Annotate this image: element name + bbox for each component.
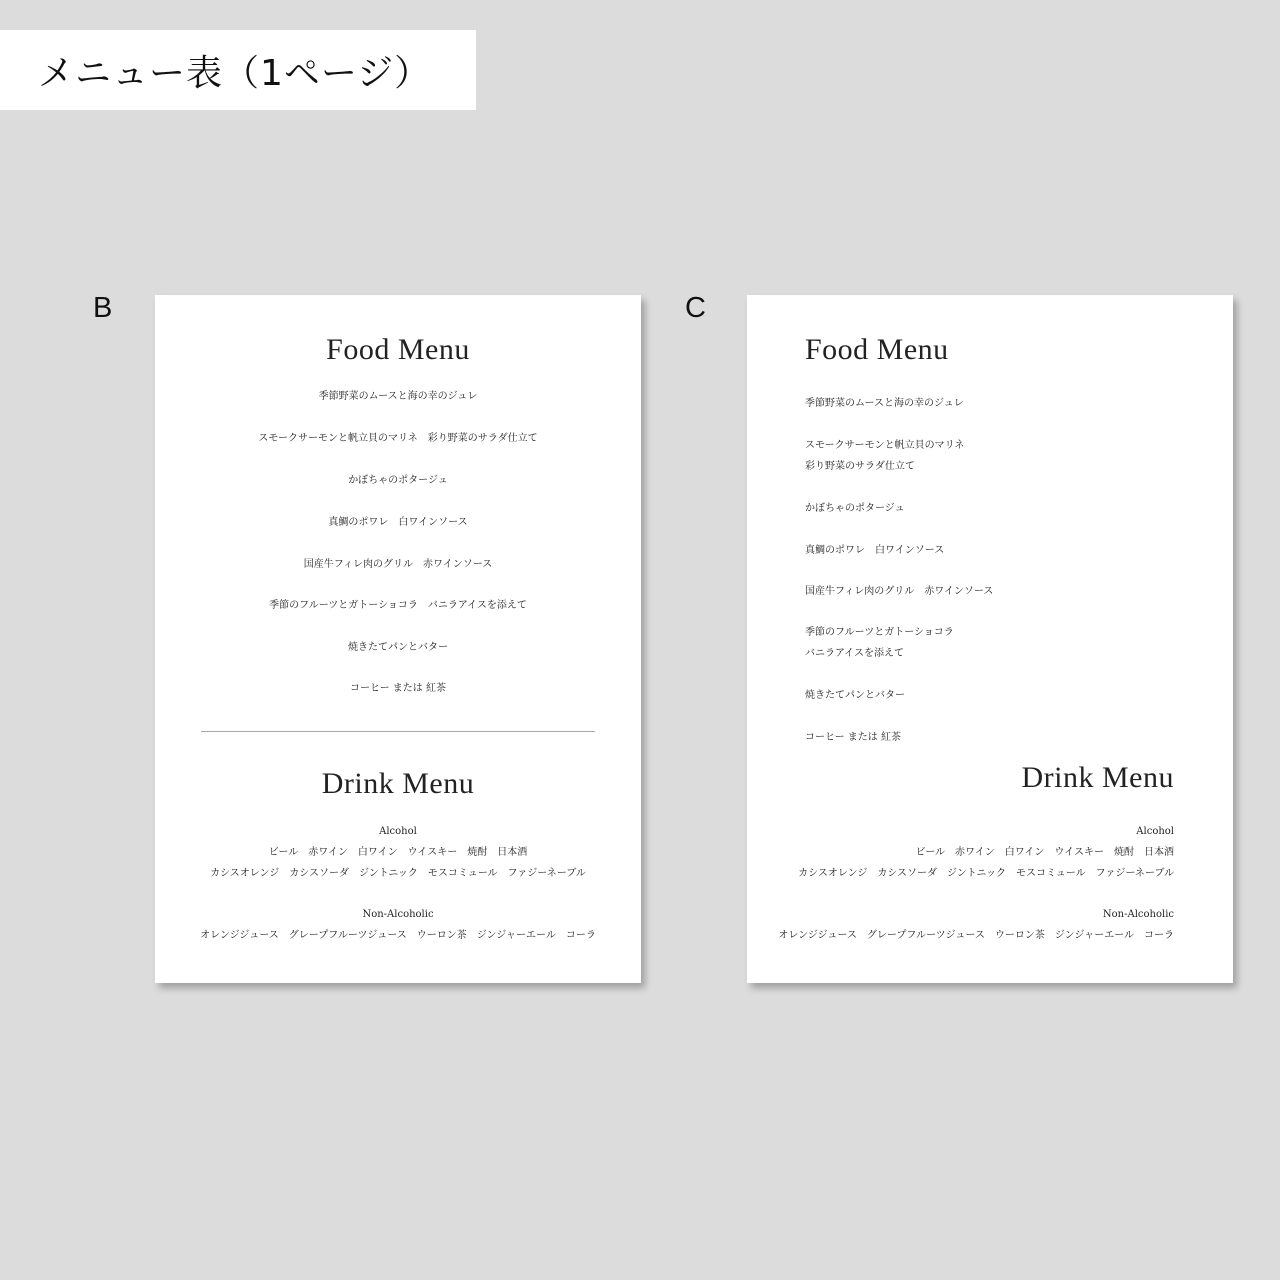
food-item: コーヒー または 紅茶 (350, 683, 446, 694)
food-item: 国産牛フィレ肉のグリル 赤ワインソース (805, 586, 994, 597)
non-alcoholic-row: オレンジジュース グレープフルーツジュース ウーロン茶 ジンジャーエール コーラ (200, 930, 596, 941)
non-alcoholic-label: Non-Alcoholic (1102, 909, 1174, 920)
alcohol-row: カシスオレンジ カシスソーダ ジントニック モスコミュール ファジーネーブル (798, 868, 1174, 879)
food-item: 国産牛フィレ肉のグリル 赤ワインソース (303, 559, 493, 570)
food-menu-heading: Food Menu (326, 333, 470, 366)
alcohol-label: Alcohol (1136, 826, 1174, 837)
alcohol-label: Alcohol (379, 826, 417, 837)
food-item: 季節のフルーツとガトーショコラ (805, 627, 954, 638)
food-item: スモークサーモンと帆立貝のマリネ 彩り野菜のサラダ仕立て (258, 433, 538, 444)
menu-card-c (747, 295, 1233, 983)
food-item: 真鯛のポワレ 白ワインソース (328, 517, 468, 528)
food-item: かぼちゃのポタージュ (348, 475, 448, 486)
alcohol-row: ビール 赤ワイン 白ワイン ウイスキー 焼酎 日本酒 (915, 847, 1174, 858)
food-item: コーヒー または 紅茶 (805, 732, 901, 743)
non-alcoholic-label: Non-Alcoholic (362, 909, 434, 920)
food-item: 真鯛のポワレ 白ワインソース (805, 545, 945, 556)
drink-menu-heading: Drink Menu (1021, 761, 1174, 794)
food-item: 季節のフルーツとガトーショコラ バニラアイスを添えて (269, 600, 527, 611)
page-title-banner (0, 30, 476, 110)
food-item: 季節野菜のムースと海の幸のジュレ (805, 398, 964, 409)
food-item: 焼きたてパンとバター (348, 642, 448, 653)
menu-card-b (155, 295, 641, 983)
drink-menu-heading: Drink Menu (321, 767, 475, 800)
food-item: 季節野菜のムースと海の幸のジュレ (318, 391, 478, 402)
alcohol-row: カシスオレンジ カシスソーダ ジントニック モスコミュール ファジーネーブル (210, 868, 586, 879)
non-alcoholic-row: オレンジジュース グレープフルーツジュース ウーロン茶 ジンジャーエール コーラ (778, 930, 1174, 941)
alcohol-row: ビール 赤ワイン 白ワイン ウイスキー 焼酎 日本酒 (268, 847, 528, 858)
variant-label-b: B (93, 292, 113, 324)
food-item: 焼きたてパンとバター (805, 690, 905, 701)
section-divider (201, 731, 595, 732)
page-title: メニュー表（1ページ） (38, 52, 432, 94)
food-item: かぼちゃのポタージュ (805, 503, 905, 514)
food-menu-heading: Food Menu (805, 333, 949, 366)
food-item: スモークサーモンと帆立貝のマリネ (805, 440, 965, 451)
variant-label-c: C (685, 292, 706, 324)
food-item: 彩り野菜のサラダ仕立て (805, 461, 915, 472)
food-item: バニラアイスを添えて (805, 648, 904, 659)
